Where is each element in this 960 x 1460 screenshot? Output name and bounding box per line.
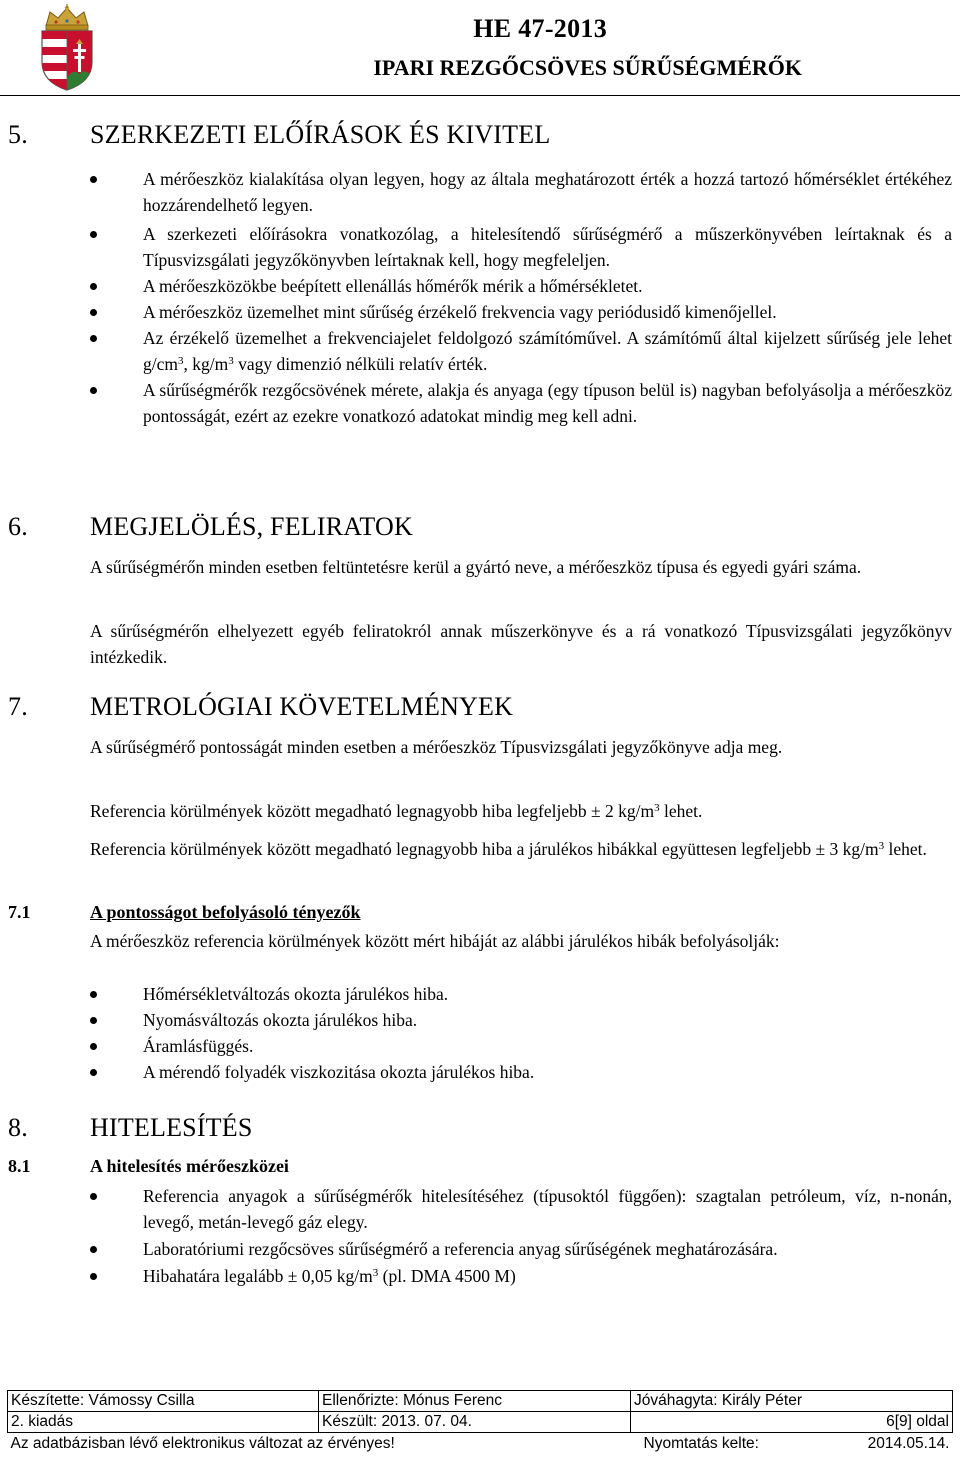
footer-made-by: Készítette: Vámossy Csilla	[8, 1391, 319, 1412]
list-item	[90, 1059, 952, 1085]
footer-print-label: Nyomtatás kelte:	[643, 1435, 759, 1452]
paragraph-text: Referencia körülmények között megadható legnagyobb hiba a járulékos hibákkal együttesen legfeljebb ± 3 kg/m	[90, 839, 879, 859]
list-item-text: Hibahatára legalább ± 0,05 kg/m	[143, 1266, 373, 1286]
footer-print-date: 2014.05.14.	[867, 1435, 950, 1452]
list-item-text: A sűrűségmérők rezgőcsövének mérete, alakja és anyaga (egy típuson belül is) nagyban befolyásolja a mérőeszköz pontosságát, ezért az ezekre vonatkozó adatokat mindig meg kell adni.	[143, 380, 952, 426]
section-title: A hitelesítés mérőeszközei	[90, 1156, 289, 1176]
paragraph: A sűrűségmérő pontosságát minden esetben a mérőeszköz Típusvizsgálati jegyzőkönyve adja meg.	[90, 737, 783, 757]
section-8-1-heading	[8, 1156, 289, 1177]
bullet-icon	[90, 1246, 97, 1253]
section-5-bullet-list	[90, 166, 952, 429]
bullet-icon	[90, 283, 97, 290]
bullet-icon	[90, 1193, 97, 1200]
list-item	[90, 221, 952, 273]
paragraph: A sűrűségmérőn minden esetben feltüntetésre kerül a gyártó neve, a mérőeszköz típusa és egyedi gyári száma.	[90, 557, 862, 577]
list-item-text: A számítómű által kijelzett sűrűség jele lehet g/cm	[143, 328, 952, 374]
page-header	[0, 0, 960, 96]
list-item	[90, 166, 952, 218]
bullet-icon	[90, 309, 97, 316]
footer-row	[8, 1391, 953, 1412]
bullet-icon	[90, 335, 97, 342]
section-5-heading	[8, 120, 550, 150]
section-number: 7.1	[8, 902, 31, 922]
list-item-text: Nyomásváltozás okozta járulékos hiba.	[143, 1010, 418, 1030]
section-8-heading	[8, 1113, 253, 1143]
section-title: MEGJELÖLÉS, FELIRATOK	[90, 512, 413, 541]
section-8-1-bullet-list	[90, 1183, 952, 1289]
list-item-text: (pl. DMA 4500 M)	[378, 1266, 516, 1286]
bullet-icon	[90, 1273, 97, 1280]
paragraph-text: Referencia körülmények között megadható legnagyobb hiba legfeljebb ± 2 kg/m	[90, 801, 655, 821]
list-item-text: , kg/m	[183, 354, 229, 374]
footer-created: Készült: 2013. 07. 04.	[319, 1412, 631, 1433]
footer-approved-by: Jóváhagyta: Király Péter	[631, 1391, 953, 1412]
paragraph: A sűrűségmérőn elhelyezett egyéb feliratokról annak műszerkönyve és a rá vonatkozó Típusvizsgálati jegyzőkönyv intézkedik.	[90, 621, 952, 667]
section-7-1-bullet-list	[90, 981, 952, 1085]
list-item-text: A mérőeszköz üzemelhet mint sűrűség érzékelő frekvencia vagy periódusidő kimenőjellel.	[143, 302, 777, 322]
list-item-text: Referencia anyagok a sűrűségmérők hitelesítéséhez (típusoktól függően): szagtalan petróleum, víz, n-nonán, levegő, metán-levegő gáz elegy.	[143, 1186, 952, 1232]
footer-row	[8, 1412, 953, 1433]
list-item-text: Hőmérsékletváltozás okozta járulékos hiba.	[143, 984, 449, 1004]
list-item	[90, 1183, 952, 1235]
paragraph-text: lehet.	[659, 801, 703, 821]
section-number: 8.	[8, 1113, 28, 1142]
section-title: HITELESÍTÉS	[90, 1113, 253, 1142]
paragraph	[90, 798, 952, 824]
superscript: 3	[878, 840, 885, 852]
bullet-icon	[90, 991, 97, 998]
bullet-icon	[90, 231, 97, 238]
list-item-text: A szerkezeti előírásokra vonatkozólag, a hitelesítendő sűrűségmérő a műszerkönyvében leírtaknak és a Típusvizsgálati jegyzőkönyvben leírtaknak kell, hogy megfeleljen.	[143, 224, 952, 270]
bullet-icon	[90, 1069, 97, 1076]
footer-page-number: 6[9] oldal	[631, 1412, 953, 1433]
section-number: 8.1	[8, 1156, 31, 1176]
list-item-text: Áramlásfüggés.	[143, 1036, 254, 1056]
footer-row	[8, 1433, 953, 1455]
list-item-text: A mérőeszközökbe beépített ellenállás hőmérők mérik a hőmérsékletet.	[143, 276, 643, 296]
document-title: IPARI REZGŐCSÖVES SŰRŰSÉGMÉRŐK	[373, 55, 802, 80]
paragraph	[90, 836, 952, 862]
list-item-text: vagy dimenzió nélküli relatív érték.	[233, 354, 488, 374]
footer-validity-note: Az adatbázisban lévő elektronikus változat az érvényes!	[10, 1435, 395, 1452]
section-title: METROLÓGIAI KÖVETELMÉNYEK	[90, 692, 514, 721]
section-title: A pontosságot befolyásoló tényezők	[90, 902, 361, 922]
section-title: SZERKEZETI ELŐÍRÁSOK ÉS KIVITEL	[90, 120, 551, 149]
list-item	[90, 1007, 952, 1033]
list-item	[90, 273, 952, 299]
list-item	[90, 325, 952, 377]
list-item	[90, 1236, 952, 1262]
list-item	[90, 1033, 952, 1059]
footer-checked-by: Ellenőrizte: Mónus Ferenc	[319, 1391, 631, 1412]
section-number: 7.	[8, 692, 28, 721]
list-item-text: Az érzékelő üzemelhet a frekvenciajelet feldolgozó számítóművel.	[143, 328, 622, 348]
section-6-heading	[8, 512, 413, 542]
list-item	[90, 1263, 952, 1289]
list-item-text: A mérendő folyadék viszkozitása okozta járulékos hiba.	[143, 1062, 535, 1082]
list-item-text: Laboratóriumi rezgőcsöves sűrűségmérő a referencia anyag sűrűségének meghatározására.	[143, 1239, 778, 1259]
list-item	[90, 299, 952, 325]
section-number: 5.	[8, 120, 28, 149]
paragraph-text: lehet.	[884, 839, 927, 859]
superscript: 3	[654, 802, 660, 814]
bullet-icon	[90, 1017, 97, 1024]
section-7-1-heading	[8, 902, 361, 923]
list-item-text: A mérőeszköz kialakítása olyan legyen, hogy az általa meghatározott érték a hozzá tartozó hőmérséklet értékéhez hozzárendelhető legyen.	[143, 169, 952, 215]
list-item	[90, 981, 952, 1007]
paragraph: A mérőeszköz referencia körülmények között mért hibáját az alábbi járulékos hibák befolyásolják:	[90, 931, 780, 951]
superscript: 3	[178, 355, 184, 367]
superscript: 3	[228, 355, 234, 367]
section-7-heading	[8, 692, 513, 722]
hungarian-coat-of-arms-icon	[32, 4, 102, 92]
page-footer	[7, 1390, 953, 1454]
section-number: 6.	[8, 512, 28, 541]
list-item	[90, 377, 952, 429]
bullet-icon	[90, 176, 97, 183]
document-id: HE 47-2013	[473, 14, 607, 43]
bullet-icon	[90, 1043, 97, 1050]
bullet-icon	[90, 387, 97, 394]
footer-print-info	[631, 1433, 953, 1455]
footer-edition: 2. kiadás	[8, 1412, 319, 1433]
superscript: 3	[372, 1267, 379, 1279]
